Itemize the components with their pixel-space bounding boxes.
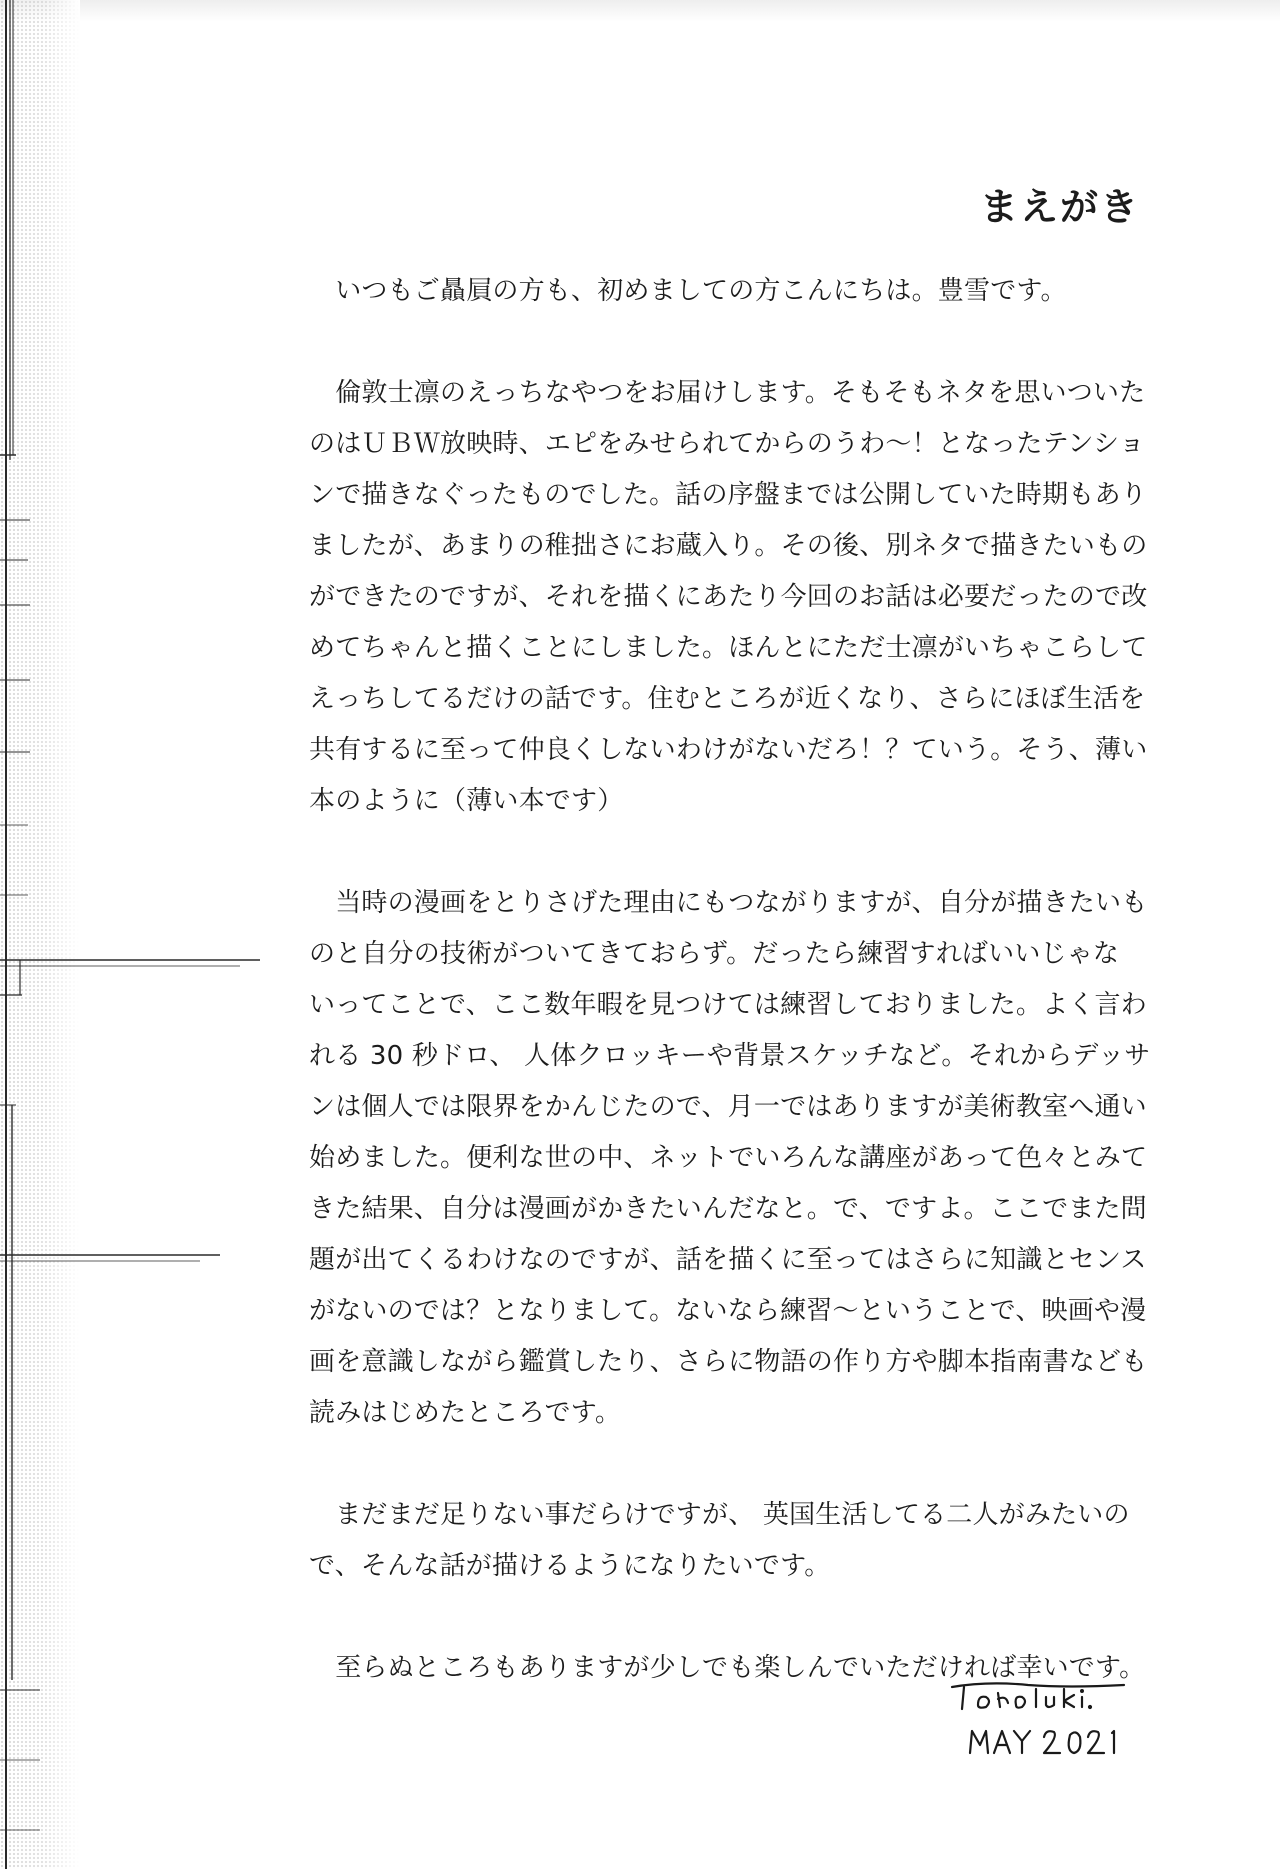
text-line: 倫敦士凛のえっちなやつをお届けします。そもそもネタを思いついた [309,378,1146,408]
page-title: まえがき [979,185,1140,229]
text-line: 当時の漫画をとりさげた理由にもつながりますが、自分が描きたいも [309,888,1148,918]
text-line: 至らぬところもありますが少しでも楽しんでいただければ幸いです。 [309,1653,1146,1683]
text-line: れる 30 秒ドロ、 人体クロッキーや背景スケッチなど。それからデッサ [309,1041,1151,1071]
paragraph-hopes [309,1490,1139,1592]
text-line: えっちしてるだけの話です。住むところが近くなり、さらにほぼ生活を [309,684,1146,714]
text-line: 題が出てくるわけなのですが、話を描くに至ってはさらに知識とセンス [309,1245,1147,1275]
text-line: いってことで、ここ数年暇を見つけては練習しておりました。よく言わ [309,990,1147,1020]
text-line: ができたのですが、それを描くにあたり今回のお話は必要だったので改 [309,582,1148,612]
text-line: きた結果、自分は漫画がかきたいんだなと。で、ですよ。ここでまた問 [309,1194,1147,1224]
text-line: 読みはじめたところです。 [309,1398,622,1428]
text-line: まだまだ足りない事だらけですが、 英国生活してる二人がみたいの [309,1500,1130,1530]
text-line: で、そんな話が描けるようになりたいです。 [309,1551,831,1581]
paragraph-practice [309,878,1151,1439]
text-line: 本のように（薄い本です） [309,786,624,816]
body-text [309,266,1151,1694]
text-line: いつもご贔屓の方も、初めましての方こんにちは。豊雪です。 [309,276,1067,306]
text-line: めてちゃんと描くことにしました。ほんとにただ士凛がいちゃこらして [309,633,1148,663]
text-line: ましたが、あまりの稚拙さにお蔵入り。その後、別ネタで描きたいもの [309,531,1148,561]
handwritten-signature [948,1675,1138,1770]
window-frame-lines [0,0,300,1869]
text-line: ンで描きなぐったものでした。話の序盤までは公開していた時期もあり [309,480,1147,510]
text-line: 始めました。便利な世の中、ネットでいろんな講座があって色々とみて [309,1143,1148,1173]
paragraph-greeting [309,266,1139,317]
text-line: のと自分の技術がついてきておらず。だったら練習すればいいじゃな [309,939,1120,969]
text-line: ンは個人では限界をかんじたので、月一ではありますが美術教室へ通い [309,1092,1147,1122]
text-line: 共有するに至って仲良くしないわけがないだろ！？ていう。そう、薄い [309,735,1148,765]
paragraph-intro [309,368,1148,827]
text-line: 画を意識しながら鑑賞したり、さらに物語の作り方や脚本指南書なども [309,1347,1148,1377]
text-line: がないのでは？となりまして。ないなら練習～ということで、映画や漫 [309,1296,1147,1326]
text-line: のはＵＢＷ放映時、エピをみせられてからのうわ～！となったテンショ [309,429,1145,459]
